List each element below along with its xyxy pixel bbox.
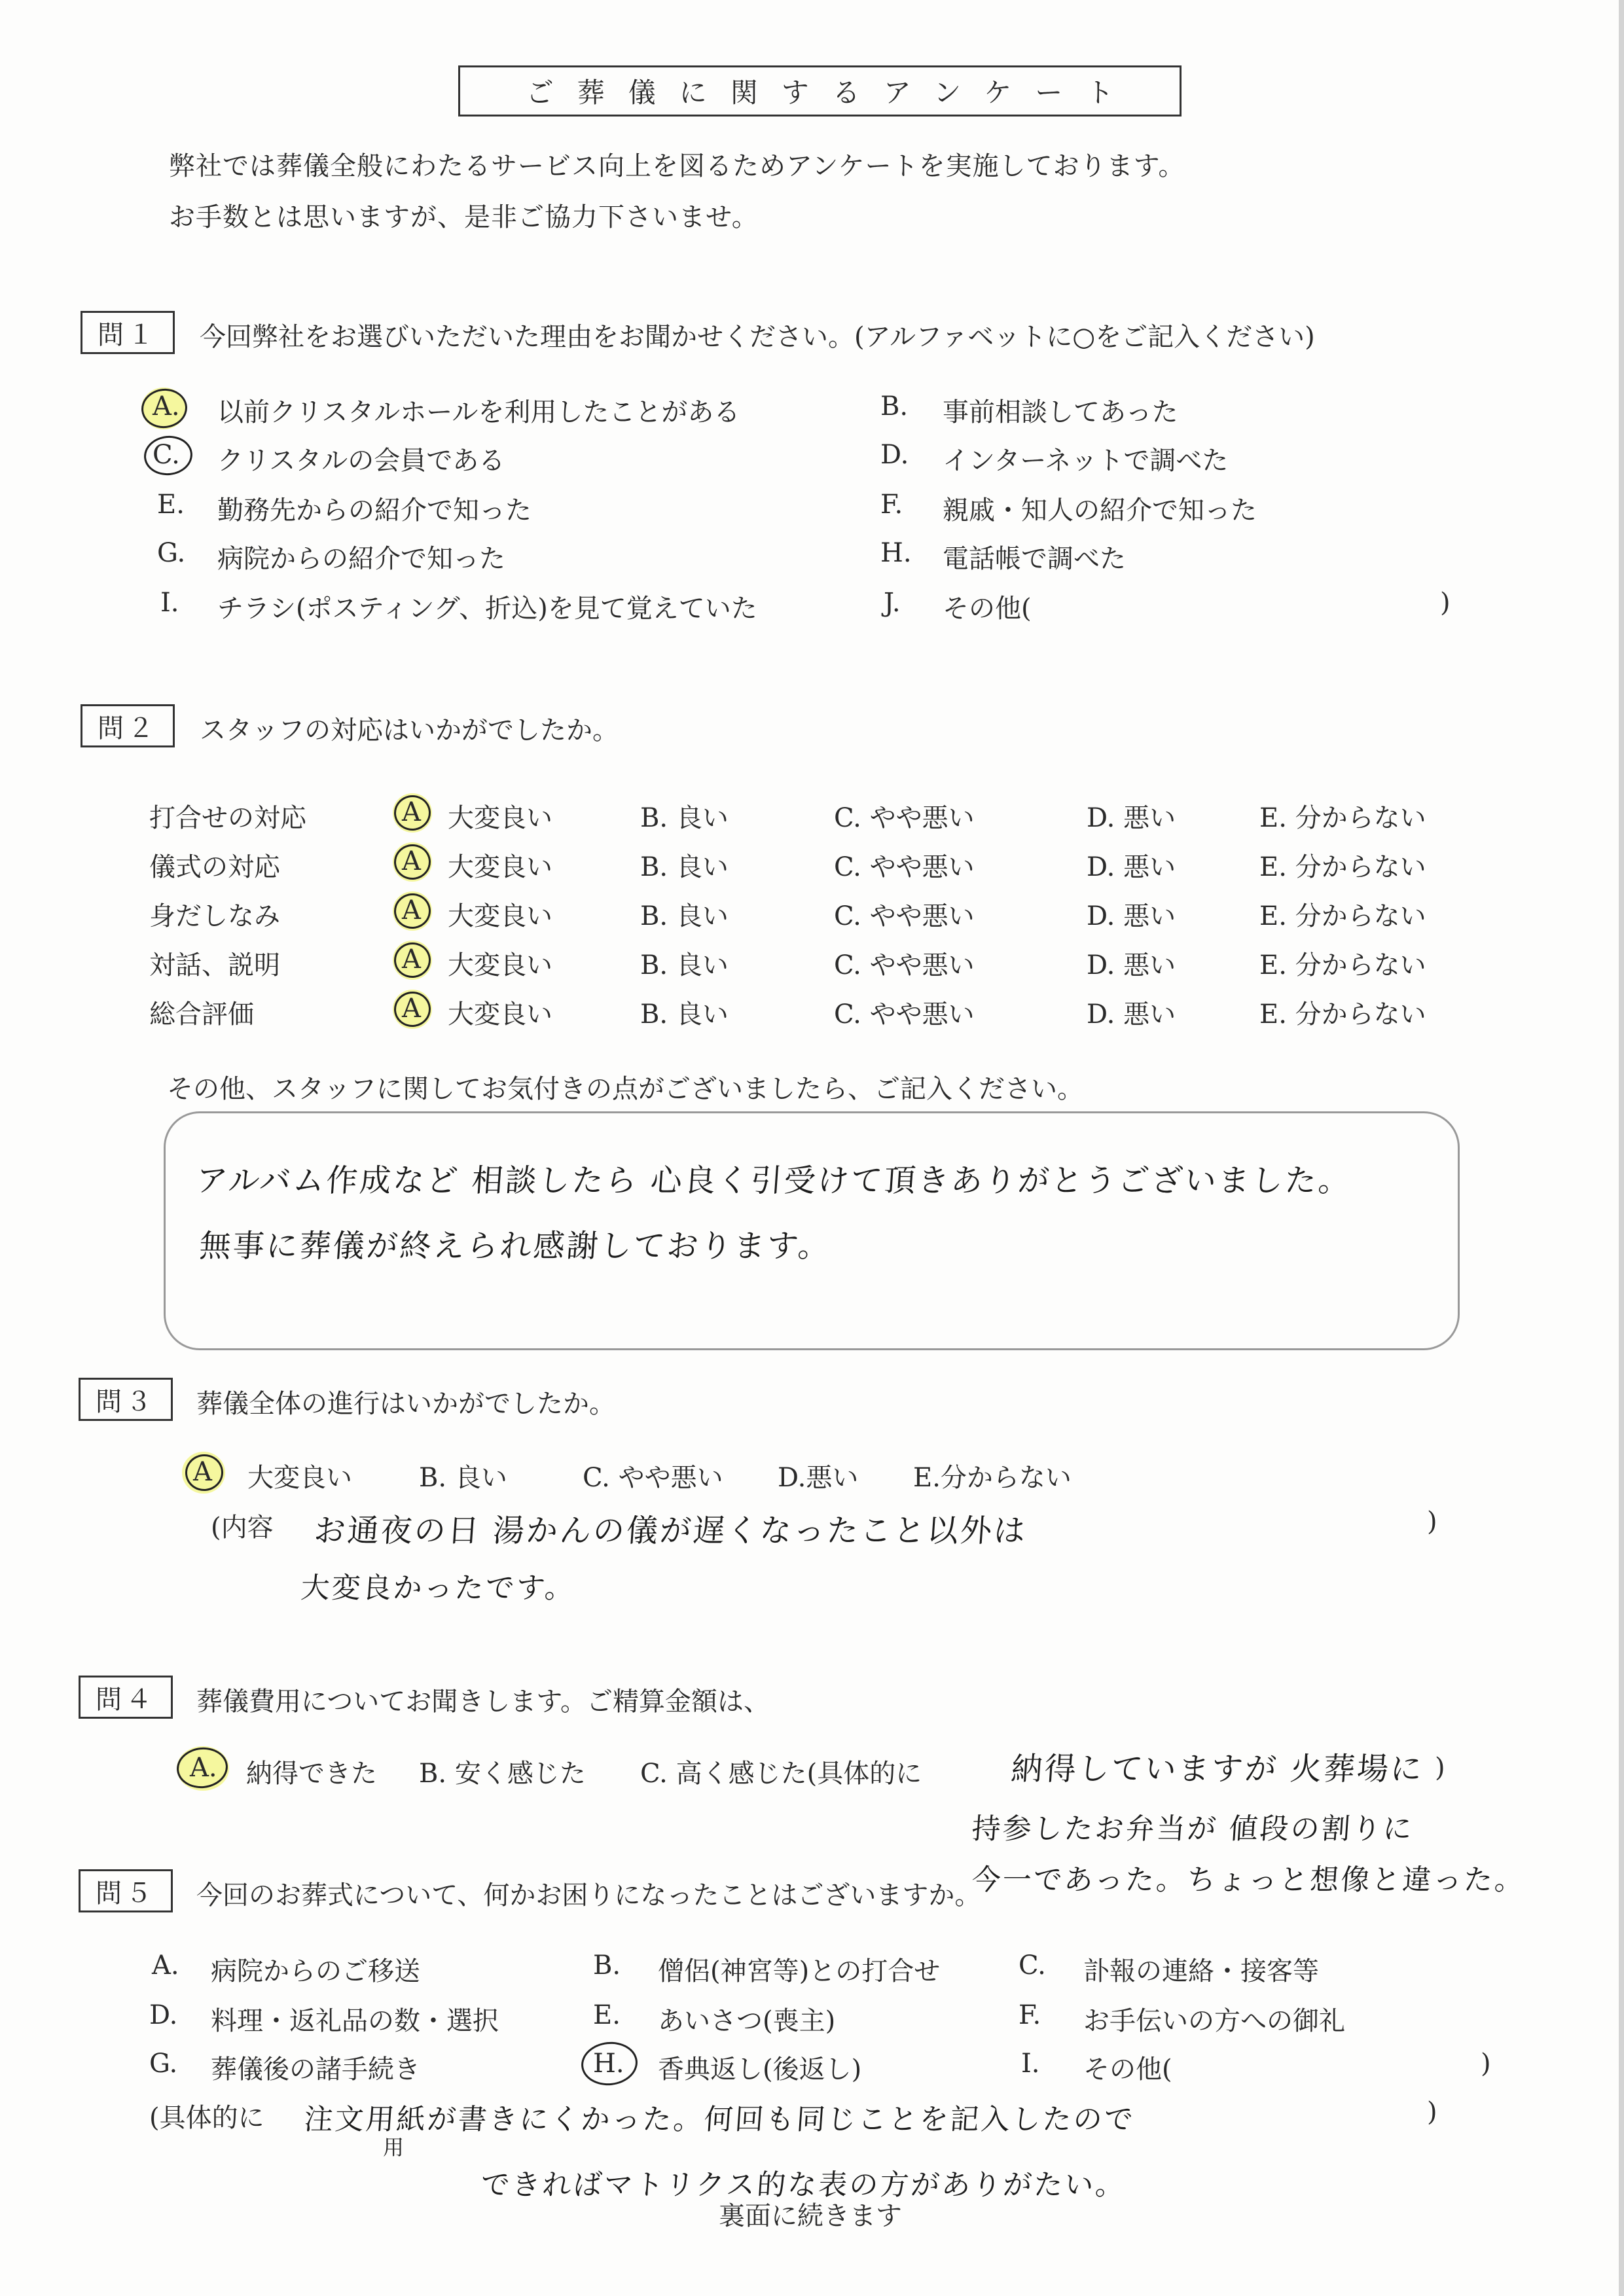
q1-option-f-key[interactable]: F. (880, 490, 903, 520)
q2-row-3-option-e[interactable]: E. 分からない (1259, 901, 1426, 931)
q5-label: 問５ (79, 1869, 173, 1912)
q2-row-4-option-d[interactable]: D. 悪い (1087, 950, 1176, 980)
q5-option-c-text: 訃報の連絡・接客等 (1083, 1956, 1319, 1986)
q3-option-a[interactable]: A (193, 1457, 212, 1487)
q1-option-a-text: 以前クリスタルホールを利用したことがある (217, 397, 740, 427)
q2-row-1-option-c[interactable]: C. やや悪い (834, 803, 975, 833)
q1-option-h-text: 電話帳で調べた (943, 544, 1126, 574)
q2-row-4-option-b[interactable]: B. 良い (640, 950, 729, 980)
q1-label: 問１ (81, 311, 175, 354)
q5-specific-label: (具体的に (149, 2103, 264, 2133)
q5-option-d-text: 料理・返礼品の数・選択 (211, 2006, 499, 2036)
q2-row-4-option-c[interactable]: C. やや悪い (834, 950, 975, 980)
q1-option-g-text: 病院からの紹介で知った (217, 544, 505, 574)
q4-answer-line-1: 納得していますが 火葬場に (1009, 1751, 1425, 1787)
q5-answer-line-1: 注文用紙が書きにくかった。何回も同じことを記入したので (302, 2103, 1136, 2136)
q3-content-close: ) (1427, 1507, 1437, 1537)
q2-row-2-option-d[interactable]: D. 悪い (1087, 852, 1176, 882)
q2-row-label-3: 身だしなみ (149, 901, 280, 931)
q1-option-b-key[interactable]: B. (880, 391, 909, 422)
q5-option-b-key[interactable]: B. (593, 1950, 621, 1981)
q5-option-a-text: 病院からのご移送 (211, 1956, 420, 1986)
q1-option-e-text: 勤務先からの紹介で知った (217, 495, 532, 526)
q1-option-a-key[interactable]: A. (153, 391, 180, 422)
q1-option-j-close-paren: ) (1440, 588, 1451, 618)
q2-row-label-5: 総合評価 (149, 999, 254, 1030)
q2-row-5-option-d[interactable]: D. 悪い (1087, 999, 1176, 1030)
q4-option-a[interactable]: A. (190, 1753, 217, 1783)
q5-option-i-text: その他( (1083, 2054, 1172, 2085)
q5-option-a-key[interactable]: A. (152, 1950, 179, 1981)
q1-option-h-key[interactable]: H. (880, 538, 912, 568)
q1-option-b-text: 事前相談してあった (943, 397, 1178, 427)
q2-row-3-option-a-text: 大変良い (448, 901, 552, 931)
q1-option-f-text: 親戚・知人の紹介で知った (943, 495, 1257, 526)
q2-row-1-option-e[interactable]: E. 分からない (1259, 803, 1426, 833)
q5-option-d-key[interactable]: D. (149, 2000, 178, 2030)
q5-option-c-key[interactable]: C. (1019, 1950, 1046, 1981)
q3-question: 葬儀全体の進行はいかがでしたか。 (196, 1389, 615, 1419)
q1-option-c-key[interactable]: C. (153, 440, 180, 470)
q3-answer-line-2: 大変良かったです。 (299, 1571, 577, 1605)
q5-option-i-key[interactable]: I. (1021, 2049, 1040, 2079)
q1-option-d-key[interactable]: D. (880, 440, 909, 470)
q2-row-3-option-c[interactable]: C. やや悪い (834, 901, 975, 931)
q2-row-1-option-d[interactable]: D. 悪い (1087, 803, 1176, 833)
q3-option-d[interactable]: D.悪い (778, 1463, 859, 1493)
q1-option-j-key[interactable]: J. (884, 588, 901, 618)
q2-row-2-option-a[interactable]: A (402, 846, 421, 876)
q2-row-4-option-a-text: 大変良い (448, 950, 552, 980)
q2-row-5-option-a[interactable]: A (402, 994, 421, 1024)
q1-option-i-text: チラシ(ポスティング、折込)を見て覚えていた (217, 594, 757, 624)
q1-option-c-text: クリスタルの会員である (217, 446, 505, 476)
q1-option-e-key[interactable]: E. (157, 490, 185, 520)
q1-option-i-key[interactable]: I. (160, 588, 179, 618)
q2-row-2-option-b[interactable]: B. 良い (640, 852, 729, 882)
q4-answer-line-3: 今一であった。ちょっと想像と違った。 (970, 1863, 1527, 1897)
q4-option-a-text: 納得できた (246, 1759, 377, 1789)
q5-option-g-key[interactable]: G. (149, 2049, 178, 2079)
q5-answer-correction: 用 (383, 2135, 405, 2160)
q2-row-2-option-a-text: 大変良い (448, 852, 552, 882)
q2-row-5-option-c[interactable]: C. やや悪い (834, 999, 975, 1030)
q5-option-f-key[interactable]: F. (1019, 2000, 1041, 2030)
q2-other-prompt: その他、スタッフに関してお気付きの点がございましたら、ご記入ください。 (167, 1074, 1083, 1104)
q1-option-g-key[interactable]: G. (157, 538, 186, 568)
q2-label: 問２ (81, 704, 175, 747)
q2-row-2-option-c[interactable]: C. やや悪い (834, 852, 975, 882)
intro-line-1: 弊社では葬儀全般にわたるサービス向上を図るためアンケートを実施しております。 (169, 151, 1185, 181)
q3-option-e[interactable]: E.分からない (913, 1463, 1072, 1493)
q5-option-e-key[interactable]: E. (593, 2000, 621, 2030)
q1-option-d-text: インターネットで調べた (943, 446, 1229, 476)
q2-row-5-option-e[interactable]: E. 分からない (1259, 999, 1426, 1030)
q3-option-c[interactable]: C. やや悪い (583, 1463, 723, 1493)
q3-content-label: (内容 (211, 1513, 274, 1543)
q2-row-4-option-e[interactable]: E. 分からない (1259, 950, 1426, 980)
q4-option-c[interactable]: C. 高く感じた(具体的に (640, 1759, 922, 1789)
q5-question: 今回のお葬式について、何かお困りになったことはございますか。 (196, 1880, 981, 1910)
q5-option-g-text: 葬儀後の諸手続き (211, 2054, 420, 2085)
q4-option-b[interactable]: B. 安く感じた (419, 1759, 586, 1789)
q5-answer-line-2: できればマトリクス的な表の方がありがたい。 (479, 2168, 1128, 2202)
q2-comment-line-1: アルバム作成など 相談したら 心良く引受けて頂きありがとうございました。 (194, 1162, 1353, 1199)
q2-row-label-2: 儀式の対応 (149, 852, 280, 882)
q2-question: スタッフの対応はいかがでしたか。 (200, 715, 619, 745)
q1-question: 今回弊社をお選びいただいた理由をお聞かせください。(アルファベットに○をご記入ください) (200, 322, 1315, 352)
q5-option-h-text: 香典返し(後返し) (658, 2054, 862, 2085)
q5-option-f-text: お手伝いの方への御礼 (1083, 2006, 1345, 2036)
q2-row-3-option-d[interactable]: D. 悪い (1087, 901, 1176, 931)
q4-answer-line-2: 持参したお弁当が 値段の割りに (970, 1812, 1415, 1846)
q2-row-3-option-a[interactable]: A (402, 895, 421, 925)
q2-row-label-1: 打合せの対応 (149, 803, 306, 833)
continue-on-back-note: 裏面に続きます (719, 2201, 902, 2231)
intro-line-2: お手数とは思いますが、是非ご協力下さいませ。 (169, 202, 759, 232)
q2-row-1-option-a-text: 大変良い (448, 803, 552, 833)
q4-close-paren: ) (1435, 1753, 1445, 1783)
q1-option-j-text: その他( (943, 594, 1032, 624)
q3-option-b[interactable]: B. 良い (419, 1463, 507, 1493)
q4-label: 問４ (79, 1676, 173, 1719)
q2-row-label-4: 対話、説明 (149, 950, 280, 980)
q5-option-h-key[interactable]: H. (593, 2049, 624, 2079)
q2-row-2-option-e[interactable]: E. 分からない (1259, 852, 1426, 882)
q5-option-e-text: あいさつ(喪主) (658, 2006, 836, 2036)
q5-specific-close: ) (1427, 2097, 1437, 2127)
q2-row-3-option-b[interactable]: B. 良い (640, 901, 729, 931)
q4-question: 葬儀費用についてお聞きします。ご精算金額は、 (196, 1687, 770, 1717)
q2-comment-line-2: 無事に葬儀が終えられ感謝しております。 (198, 1228, 833, 1265)
q2-row-5-option-a-text: 大変良い (448, 999, 552, 1030)
survey-title: ご葬儀に関するアンケート (458, 65, 1182, 117)
q3-label: 問３ (79, 1378, 173, 1421)
q3-answer-line-1: お通夜の日 湯かんの儀が遅くなったこと以外は (312, 1513, 1028, 1549)
q2-row-1-option-a[interactable]: A (402, 797, 421, 827)
q5-option-i-close-paren: ) (1481, 2049, 1491, 2079)
q2-row-5-option-b[interactable]: B. 良い (640, 999, 729, 1030)
q3-option-a-text: 大変良い (247, 1463, 352, 1493)
q5-option-b-text: 僧侶(神宮等)との打合せ (658, 1956, 941, 1986)
q2-row-1-option-b[interactable]: B. 良い (640, 803, 729, 833)
q2-row-4-option-a[interactable]: A (402, 944, 421, 975)
